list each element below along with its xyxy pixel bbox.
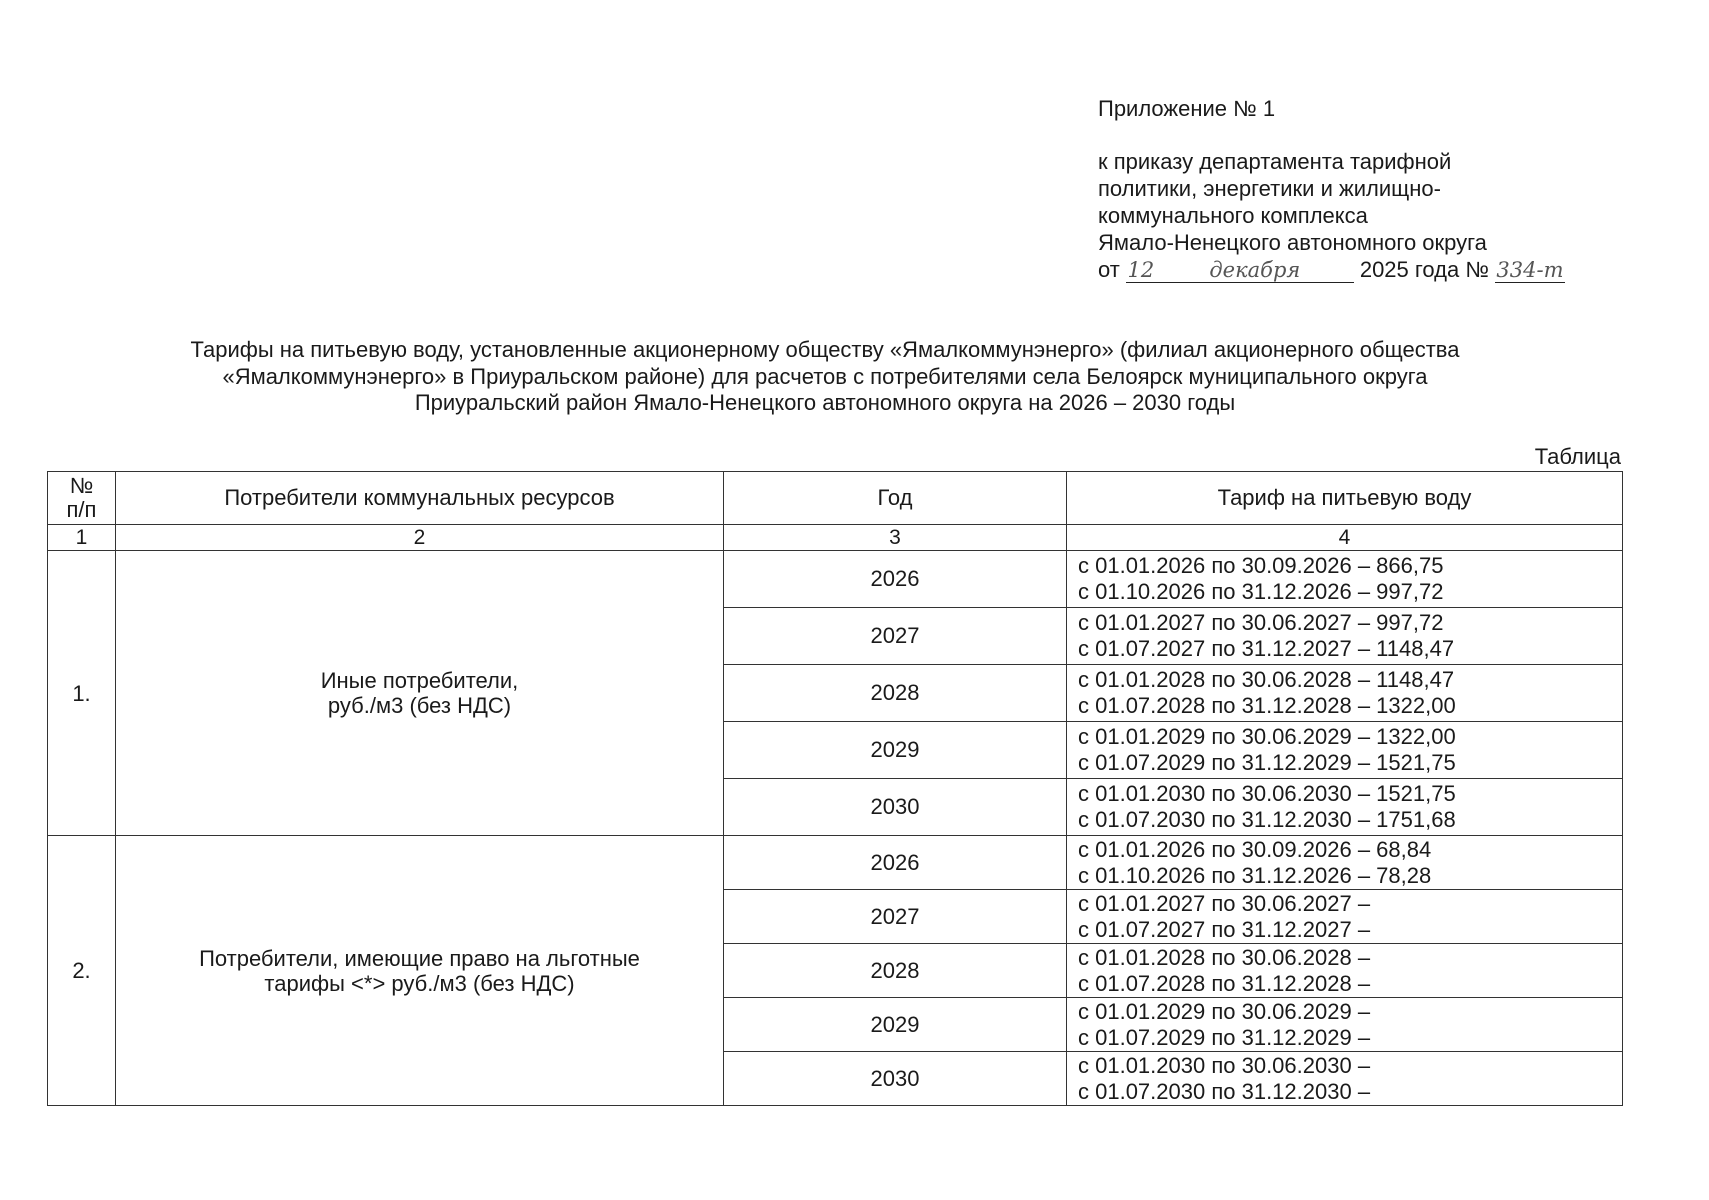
appendix-line-3: коммунального комплекса: [1098, 203, 1368, 228]
consumer-label-line-1: Потребители, имеющие право на льготные: [199, 945, 640, 971]
tariff-cell: [1067, 944, 1623, 998]
header-consumers: Потребители коммунальных ресурсов: [116, 472, 724, 525]
year-cell: 2027: [724, 608, 1067, 665]
order-date-line: [1098, 256, 1658, 283]
document-title-line-3: Приуральский район Ямало-Ненецкого автономного округа на 2026 – 2030 годы: [414, 390, 1236, 415]
table-header-row: [48, 472, 1623, 525]
handwritten-month: декабря: [1156, 258, 1354, 283]
tariff-cell: [1067, 551, 1623, 608]
tariff-cell: [1067, 1052, 1623, 1106]
tariff-period-2: с 01.07.2028 по 31.12.2028 – 1322,00: [1078, 693, 1456, 718]
consumer-category: [116, 836, 724, 1106]
tariff-period-2: с 01.07.2029 по 31.12.2029 – 1521,75: [1078, 750, 1456, 775]
tariff-period-1: с 01.01.2027 по 30.06.2027 –: [1078, 890, 1371, 916]
tariff-period-1: с 01.01.2027 по 30.06.2027 – 997,72: [1078, 610, 1444, 635]
table-row: [48, 551, 1623, 608]
table-row: [48, 836, 1623, 890]
consumer-label-line-2: тарифы <*> руб./м3 (без НДС): [264, 970, 575, 996]
column-number: 3: [724, 525, 1067, 551]
tariff-period-1: с 01.01.2030 по 30.06.2030 –: [1078, 1052, 1371, 1078]
header-number-line-2: п/п: [66, 497, 97, 522]
handwritten-day: 12: [1127, 258, 1155, 282]
year-cell: 2026: [724, 551, 1067, 608]
appendix-line-4: Ямало-Ненецкого автономного округа: [1098, 230, 1487, 255]
tariff-period-2: с 01.07.2028 по 31.12.2028 –: [1078, 970, 1371, 996]
tariff-period-2: с 01.07.2027 по 31.12.2027 –: [1078, 916, 1371, 942]
year-cell: 2028: [724, 944, 1067, 998]
consumer-category: [116, 551, 724, 836]
tariff-period-2: с 01.07.2029 по 31.12.2029 –: [1078, 1024, 1371, 1050]
year-cell: 2026: [724, 836, 1067, 890]
tariff-cell: [1067, 779, 1623, 836]
column-number-row: [48, 525, 1623, 551]
tariff-period-2: с 01.07.2027 по 31.12.2027 – 1148,47: [1078, 636, 1455, 661]
year-cell: 2029: [724, 722, 1067, 779]
tariff-period-2: с 01.10.2026 по 31.12.2026 – 78,28: [1078, 862, 1432, 888]
date-year-text: 2025 года №: [1359, 257, 1489, 282]
appendix-line-2: политики, энергетики и жилищно-: [1098, 176, 1441, 201]
consumer-label-line-2: руб./м3 (без НДС): [327, 693, 512, 718]
consumer-label-line-1: Иные потребители,: [320, 668, 519, 693]
header-tariff: Тариф на питьевую воду: [1067, 472, 1623, 525]
tariff-period-1: с 01.01.2030 по 30.06.2030 – 1521,75: [1078, 781, 1456, 806]
tariff-cell: [1067, 998, 1623, 1052]
header-number-line-1: №: [69, 473, 94, 498]
tariff-cell: [1067, 890, 1623, 944]
tariff-period-2: с 01.07.2030 по 31.12.2030 –: [1078, 1078, 1371, 1104]
tariff-period-2: с 01.07.2030 по 31.12.2030 – 1751,68: [1078, 807, 1456, 832]
handwritten-order-number: 334-т: [1496, 258, 1564, 282]
tariff-period-1: с 01.01.2028 по 30.06.2028 – 1148,47: [1078, 667, 1455, 692]
tariff-period-1: с 01.01.2029 по 30.06.2029 –: [1078, 998, 1371, 1024]
row-number: 2.: [48, 836, 116, 1106]
year-cell: 2028: [724, 665, 1067, 722]
year-cell: 2030: [724, 1052, 1067, 1106]
year-cell: 2027: [724, 890, 1067, 944]
tariff-cell: [1067, 665, 1623, 722]
tariff-cell: [1067, 722, 1623, 779]
tariff-period-1: с 01.01.2029 по 30.06.2029 – 1322,00: [1078, 724, 1456, 749]
appendix-line-1: к приказу департамента тарифной: [1098, 149, 1452, 174]
column-number: 2: [116, 525, 724, 551]
header-number: [48, 472, 116, 525]
tariff-table: [47, 471, 1623, 1106]
table-caption: Таблица: [1534, 444, 1621, 469]
tariff-period-1: с 01.01.2026 по 30.09.2026 – 866,75: [1078, 553, 1444, 578]
tariff-period-1: с 01.01.2028 по 30.06.2028 –: [1078, 944, 1371, 970]
year-cell: 2030: [724, 779, 1067, 836]
document-title: [60, 337, 1590, 417]
tariff-cell: [1067, 608, 1623, 665]
year-cell: 2029: [724, 998, 1067, 1052]
row-number: 1.: [48, 551, 116, 836]
tariff-period-2: с 01.10.2026 по 31.12.2026 – 997,72: [1078, 579, 1444, 604]
column-number: 1: [48, 525, 116, 551]
document-title-line-2: «Ямалкоммунэнерго» в Приуральском районе) для расчетов с потребителями села Белоярск муниципального округа: [222, 363, 1428, 389]
document-title-line-1: Тарифы на питьевую воду, установленные акционерному обществу «Ямалкоммунэнерго» (филиал акционерного общества: [190, 337, 1460, 362]
date-prefix: от: [1098, 257, 1120, 282]
tariff-period-1: с 01.01.2026 по 30.09.2026 – 68,84: [1078, 836, 1432, 862]
column-number: 4: [1067, 525, 1623, 551]
tariff-cell: [1067, 836, 1623, 890]
appendix-block: [1098, 95, 1658, 283]
appendix-title: Приложение № 1: [1098, 96, 1276, 121]
header-year: Год: [724, 472, 1067, 525]
